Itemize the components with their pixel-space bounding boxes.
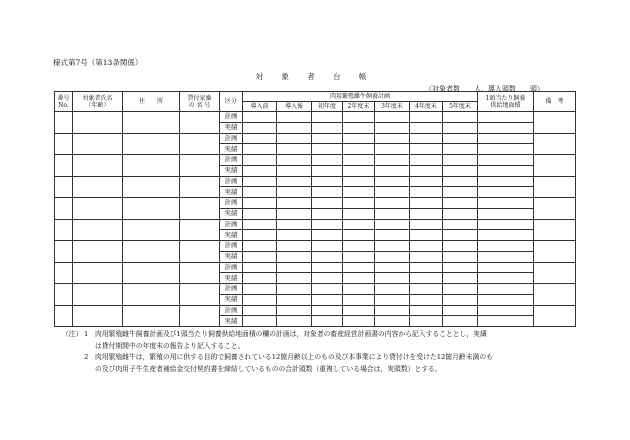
plan-value-cell[interactable] [243, 284, 277, 295]
plan-value-cell[interactable] [277, 273, 312, 284]
plan-value-cell[interactable] [443, 251, 478, 262]
header-plan-col: 初年度 [312, 102, 343, 112]
subject-name-cell[interactable] [73, 155, 123, 177]
plan-value-cell[interactable] [312, 112, 343, 123]
plan-value-cell[interactable] [410, 165, 443, 176]
plan-value-cell[interactable] [410, 208, 443, 219]
subject-name-cell[interactable] [73, 176, 123, 198]
plan-value-cell[interactable] [375, 122, 410, 133]
plan-value-cell[interactable] [375, 241, 410, 252]
plan-value-cell[interactable] [277, 262, 312, 273]
header-category-label: 区分 [224, 98, 237, 105]
plan-value-cell[interactable] [410, 144, 443, 155]
plan-value-cell[interactable] [343, 144, 375, 155]
plan-value-cell[interactable] [343, 284, 375, 295]
plan-value-cell[interactable] [243, 241, 277, 252]
plan-value-cell[interactable] [277, 165, 312, 176]
plan-value-cell[interactable] [243, 262, 277, 273]
land-area-cell[interactable] [478, 262, 534, 273]
plan-value-cell[interactable] [375, 144, 410, 155]
plan-value-cell[interactable] [243, 112, 277, 123]
plan-value-cell[interactable] [277, 155, 312, 166]
land-area-cell[interactable] [478, 122, 534, 133]
table-row [55, 198, 576, 209]
plan-value-cell[interactable] [410, 187, 443, 198]
address-cell[interactable] [123, 112, 180, 134]
plan-value-cell[interactable] [375, 219, 410, 230]
plan-value-cell[interactable] [343, 133, 375, 144]
plan-value-cell[interactable] [312, 133, 343, 144]
plan-value-cell[interactable] [375, 155, 410, 166]
plan-value-cell[interactable] [375, 176, 410, 187]
plan-value-cell[interactable] [410, 316, 443, 327]
land-area-cell[interactable] [478, 273, 534, 284]
plan-value-cell[interactable] [443, 155, 478, 166]
land-area-cell[interactable] [478, 133, 534, 144]
plan-value-cell[interactable] [443, 198, 478, 209]
plan-value-cell[interactable] [375, 198, 410, 209]
table-row [55, 305, 576, 316]
plan-value-cell[interactable] [443, 219, 478, 230]
subject-name-cell[interactable] [73, 133, 123, 155]
header-plan-col: 4年度末 [410, 102, 443, 112]
remarks-cell[interactable] [534, 305, 576, 327]
address-cell[interactable] [123, 305, 180, 327]
header-remarks [534, 92, 576, 112]
plan-value-cell[interactable] [343, 187, 375, 198]
plan-value-cell[interactable] [343, 262, 375, 273]
plan-value-cell[interactable] [410, 176, 443, 187]
plan-value-cell[interactable] [375, 262, 410, 273]
plan-value-cell[interactable] [343, 208, 375, 219]
plan-value-cell[interactable] [343, 251, 375, 262]
plan-value-cell[interactable] [375, 273, 410, 284]
plan-value-cell[interactable] [375, 316, 410, 327]
category-cell: 計画 [220, 284, 243, 295]
plan-value-cell[interactable] [375, 187, 410, 198]
footnote-number: 1 [84, 330, 89, 338]
footnote-1 [62, 329, 493, 341]
plan-value-cell[interactable] [312, 251, 343, 262]
address-cell[interactable] [123, 241, 180, 263]
category-cell: 計画 [220, 262, 243, 273]
plan-value-cell[interactable] [443, 187, 478, 198]
number-cell[interactable] [55, 241, 73, 263]
plan-value-cell[interactable] [243, 273, 277, 284]
subject-count-note: （対象者数 人，導入頭数 頭） [425, 85, 544, 93]
plan-value-cell[interactable] [343, 112, 375, 123]
plan-value-cell[interactable] [312, 305, 343, 316]
number-cell[interactable] [55, 262, 73, 284]
land-area-cell[interactable] [478, 230, 534, 241]
plan-value-cell[interactable] [343, 219, 375, 230]
land-area-cell[interactable] [478, 294, 534, 305]
plan-value-cell[interactable] [243, 305, 277, 316]
plan-value-cell[interactable] [277, 219, 312, 230]
footnote-tag: （注） [62, 330, 83, 338]
plan-value-cell[interactable] [375, 251, 410, 262]
number-cell[interactable] [55, 305, 73, 327]
plan-value-cell[interactable] [410, 262, 443, 273]
table-row [55, 284, 576, 295]
plan-value-cell[interactable] [343, 316, 375, 327]
plan-value-cell[interactable] [243, 251, 277, 262]
category-cell: 実績 [220, 165, 243, 176]
plan-value-cell[interactable] [443, 284, 478, 295]
category-cell: 計画 [220, 155, 243, 166]
category-cell: 実績 [220, 187, 243, 198]
plan-value-cell[interactable] [343, 165, 375, 176]
plan-value-cell[interactable] [410, 122, 443, 133]
plan-value-cell[interactable] [243, 133, 277, 144]
land-area-cell[interactable] [478, 241, 534, 252]
remarks-cell[interactable] [534, 219, 576, 241]
plan-value-cell[interactable] [410, 284, 443, 295]
remarks-cell[interactable] [534, 241, 576, 263]
plan-value-cell[interactable] [443, 241, 478, 252]
form-number-label: 様式第7号（第13条関係） [53, 58, 143, 67]
plan-value-cell[interactable] [443, 176, 478, 187]
plan-value-cell[interactable] [277, 133, 312, 144]
header-lent-livestock-label: 貸付家畜 の 名 号 [187, 94, 212, 109]
subject-name-cell[interactable] [73, 219, 123, 241]
land-area-cell[interactable] [478, 176, 534, 187]
plan-value-cell[interactable] [410, 241, 443, 252]
plan-value-cell[interactable] [277, 294, 312, 305]
plan-value-cell[interactable] [312, 262, 343, 273]
plan-value-cell[interactable] [277, 305, 312, 316]
address-cell[interactable] [123, 284, 180, 306]
plan-value-cell[interactable] [312, 122, 343, 133]
plan-value-cell[interactable] [343, 241, 375, 252]
table-row [55, 241, 576, 252]
plan-value-cell[interactable] [243, 208, 277, 219]
address-cell[interactable] [123, 133, 180, 155]
plan-value-cell[interactable] [312, 165, 343, 176]
plan-value-cell[interactable] [410, 155, 443, 166]
land-area-cell[interactable] [478, 305, 534, 316]
land-area-cell[interactable] [478, 208, 534, 219]
category-cell: 計画 [220, 133, 243, 144]
category-cell: 計画 [220, 198, 243, 209]
subject-name-cell[interactable] [73, 305, 123, 327]
footnotes [62, 329, 493, 375]
number-cell[interactable] [55, 198, 73, 220]
category-cell: 計画 [220, 241, 243, 252]
plan-value-cell[interactable] [312, 230, 343, 241]
land-area-cell[interactable] [478, 165, 534, 176]
plan-value-cell[interactable] [410, 219, 443, 230]
address-cell[interactable] [123, 155, 180, 177]
header-subject-name-label: 対象者氏名 （年齢） [82, 94, 113, 109]
plan-value-cell[interactable] [410, 294, 443, 305]
remarks-cell[interactable] [534, 284, 576, 306]
header-breeding-plan [243, 92, 478, 102]
land-area-cell[interactable] [478, 198, 534, 209]
lent-livestock-cell[interactable] [180, 176, 220, 198]
plan-value-cell[interactable] [443, 230, 478, 241]
subject-ledger-table [54, 91, 576, 327]
header-number [55, 92, 73, 112]
lent-livestock-cell[interactable] [180, 133, 220, 155]
category-cell: 実績 [220, 144, 243, 155]
header-plan-col: 5年度末 [443, 102, 478, 112]
address-cell[interactable] [123, 262, 180, 284]
lent-livestock-cell[interactable] [180, 198, 220, 220]
remarks-cell[interactable] [534, 176, 576, 198]
header-plan-col: 導入前 [243, 102, 277, 112]
land-area-cell[interactable] [478, 112, 534, 123]
plan-value-cell[interactable] [243, 144, 277, 155]
land-area-cell[interactable] [478, 284, 534, 295]
plan-value-cell[interactable] [443, 208, 478, 219]
subject-name-cell[interactable] [73, 262, 123, 284]
number-cell[interactable] [55, 284, 73, 306]
category-cell: 計画 [220, 219, 243, 230]
plan-value-cell[interactable] [410, 251, 443, 262]
header-address-label: 住 所 [138, 98, 163, 105]
plan-value-cell[interactable] [312, 294, 343, 305]
plan-value-cell[interactable] [443, 112, 478, 123]
plan-value-cell[interactable] [375, 133, 410, 144]
plan-value-cell[interactable] [277, 187, 312, 198]
category-cell: 実績 [220, 294, 243, 305]
plan-value-cell[interactable] [343, 122, 375, 133]
category-cell: 実績 [220, 122, 243, 133]
plan-value-cell[interactable] [343, 155, 375, 166]
remarks-cell[interactable] [534, 198, 576, 220]
plan-value-cell[interactable] [243, 230, 277, 241]
land-area-cell[interactable] [478, 219, 534, 230]
plan-value-cell[interactable] [277, 176, 312, 187]
table-row [55, 262, 576, 273]
category-cell: 計画 [220, 112, 243, 123]
number-cell[interactable] [55, 176, 73, 198]
land-area-cell[interactable] [478, 155, 534, 166]
land-area-cell[interactable] [478, 251, 534, 262]
table-row [55, 133, 576, 144]
plan-value-cell[interactable] [312, 176, 343, 187]
header-plan-col: 3年度末 [375, 102, 410, 112]
plan-value-cell[interactable] [343, 273, 375, 284]
plan-value-cell[interactable] [375, 294, 410, 305]
lent-livestock-cell[interactable] [180, 284, 220, 306]
plan-value-cell[interactable] [277, 122, 312, 133]
lent-livestock-cell[interactable] [180, 155, 220, 177]
header-plan-col: 導入後 [277, 102, 312, 112]
plan-value-cell[interactable] [243, 155, 277, 166]
plan-value-cell[interactable] [243, 176, 277, 187]
plan-value-cell[interactable] [312, 273, 343, 284]
remarks-cell[interactable] [534, 155, 576, 177]
plan-value-cell[interactable] [312, 187, 343, 198]
header-land-area-label: 1頭当たり飼養 供給地面積 [485, 94, 526, 109]
plan-value-cell[interactable] [277, 284, 312, 295]
plan-value-cell[interactable] [443, 273, 478, 284]
land-area-cell[interactable] [478, 316, 534, 327]
plan-value-cell[interactable] [443, 262, 478, 273]
plan-value-cell[interactable] [410, 133, 443, 144]
subject-name-cell[interactable] [73, 241, 123, 263]
plan-value-cell[interactable] [312, 155, 343, 166]
remarks-cell[interactable] [534, 262, 576, 284]
plan-value-cell[interactable] [277, 208, 312, 219]
footnote-2 [62, 352, 493, 364]
category-cell: 実績 [220, 316, 243, 327]
header-breeding-plan-label: 肉用繁殖雌牛飼養計画 [329, 93, 390, 100]
header-category [220, 92, 243, 112]
header-subject-name [73, 92, 123, 112]
plan-value-cell[interactable] [410, 273, 443, 284]
header-address [123, 92, 180, 112]
plan-value-cell[interactable] [410, 198, 443, 209]
plan-value-cell[interactable] [443, 122, 478, 133]
category-cell: 実績 [220, 230, 243, 241]
category-cell: 実績 [220, 208, 243, 219]
plan-value-cell[interactable] [375, 165, 410, 176]
number-cell[interactable] [55, 133, 73, 155]
category-cell: 計画 [220, 176, 243, 187]
plan-value-cell[interactable] [277, 251, 312, 262]
header-remarks-label: 備 考 [545, 98, 564, 105]
number-cell[interactable] [55, 112, 73, 134]
header-number-label: 番号 No. [57, 94, 70, 109]
plan-value-cell[interactable] [312, 208, 343, 219]
plan-value-cell[interactable] [243, 316, 277, 327]
plan-value-cell[interactable] [243, 219, 277, 230]
plan-value-cell[interactable] [375, 112, 410, 123]
plan-value-cell[interactable] [277, 230, 312, 241]
plan-value-cell[interactable] [375, 284, 410, 295]
plan-value-cell[interactable] [410, 305, 443, 316]
address-cell[interactable] [123, 219, 180, 241]
category-cell: 実績 [220, 251, 243, 262]
land-area-cell[interactable] [478, 187, 534, 198]
address-cell[interactable] [123, 198, 180, 220]
plan-value-cell[interactable] [312, 219, 343, 230]
lent-livestock-cell[interactable] [180, 241, 220, 263]
footnote-text: の及び肉用子牛生産者補給金交付契約書を締結しているものの合計頭数（重複している場合は，実頭数）とする。 [95, 364, 442, 373]
plan-value-cell[interactable] [312, 316, 343, 327]
lent-livestock-cell[interactable] [180, 305, 220, 327]
plan-value-cell[interactable] [443, 305, 478, 316]
plan-value-cell[interactable] [243, 198, 277, 209]
plan-value-cell[interactable] [312, 284, 343, 295]
table-row [55, 112, 576, 123]
footnote-text: 肉用繁殖雌牛飼養計画及び1頭当たり飼養供給地面積の欄の計画は，対象者の畜産経営計画書の内容から記入することとし，実績 [95, 330, 487, 338]
plan-value-cell[interactable] [375, 305, 410, 316]
plan-value-cell[interactable] [443, 294, 478, 305]
plan-value-cell[interactable] [277, 198, 312, 209]
plan-value-cell[interactable] [343, 176, 375, 187]
plan-value-cell[interactable] [343, 198, 375, 209]
plan-value-cell[interactable] [243, 122, 277, 133]
plan-value-cell[interactable] [277, 241, 312, 252]
plan-value-cell[interactable] [375, 230, 410, 241]
header-lent-livestock [180, 92, 220, 112]
plan-value-cell[interactable] [312, 241, 343, 252]
plan-value-cell[interactable] [443, 316, 478, 327]
plan-value-cell[interactable] [243, 187, 277, 198]
ledger-body [55, 112, 576, 327]
footnote-number: 2 [84, 353, 89, 361]
plan-value-cell[interactable] [375, 208, 410, 219]
lent-livestock-cell[interactable] [180, 219, 220, 241]
table-row [55, 155, 576, 166]
plan-value-cell[interactable] [312, 144, 343, 155]
land-area-cell[interactable] [478, 144, 534, 155]
plan-value-cell[interactable] [277, 112, 312, 123]
page-title: 対 象 者 台 帳 [255, 72, 375, 81]
table-row [55, 176, 576, 187]
lent-livestock-cell[interactable] [180, 112, 220, 134]
footnote-text: 肉用繁殖雌牛は，繁殖の用に供する目的で飼養されている12箇月齢以上のもの及び本事業により貸付けを受けた12箇月齢未満のも [95, 353, 493, 361]
plan-value-cell[interactable] [277, 144, 312, 155]
number-cell[interactable] [55, 155, 73, 177]
remarks-cell[interactable] [534, 133, 576, 155]
header-land-area [478, 92, 534, 112]
subject-name-cell[interactable] [73, 284, 123, 306]
plan-value-cell[interactable] [312, 198, 343, 209]
plan-value-cell[interactable] [343, 230, 375, 241]
address-cell[interactable] [123, 176, 180, 198]
header-plan-col: 2年度末 [343, 102, 375, 112]
plan-value-cell[interactable] [443, 144, 478, 155]
plan-value-cell[interactable] [243, 165, 277, 176]
category-cell: 実績 [220, 273, 243, 284]
remarks-cell[interactable] [534, 112, 576, 134]
number-cell[interactable] [55, 219, 73, 241]
plan-value-cell[interactable] [343, 305, 375, 316]
plan-value-cell[interactable] [443, 133, 478, 144]
plan-value-cell[interactable] [410, 230, 443, 241]
subject-name-cell[interactable] [73, 198, 123, 220]
footnote-text: は貸付期間中の年度末の報告より記入すること。 [95, 341, 245, 350]
plan-value-cell[interactable] [443, 165, 478, 176]
subject-name-cell[interactable] [73, 112, 123, 134]
category-cell: 計画 [220, 305, 243, 316]
table-row [55, 219, 576, 230]
plan-value-cell[interactable] [277, 316, 312, 327]
plan-value-cell[interactable] [343, 294, 375, 305]
plan-value-cell[interactable] [410, 112, 443, 123]
plan-value-cell[interactable] [243, 294, 277, 305]
lent-livestock-cell[interactable] [180, 262, 220, 284]
footnote-spacer [62, 352, 84, 364]
